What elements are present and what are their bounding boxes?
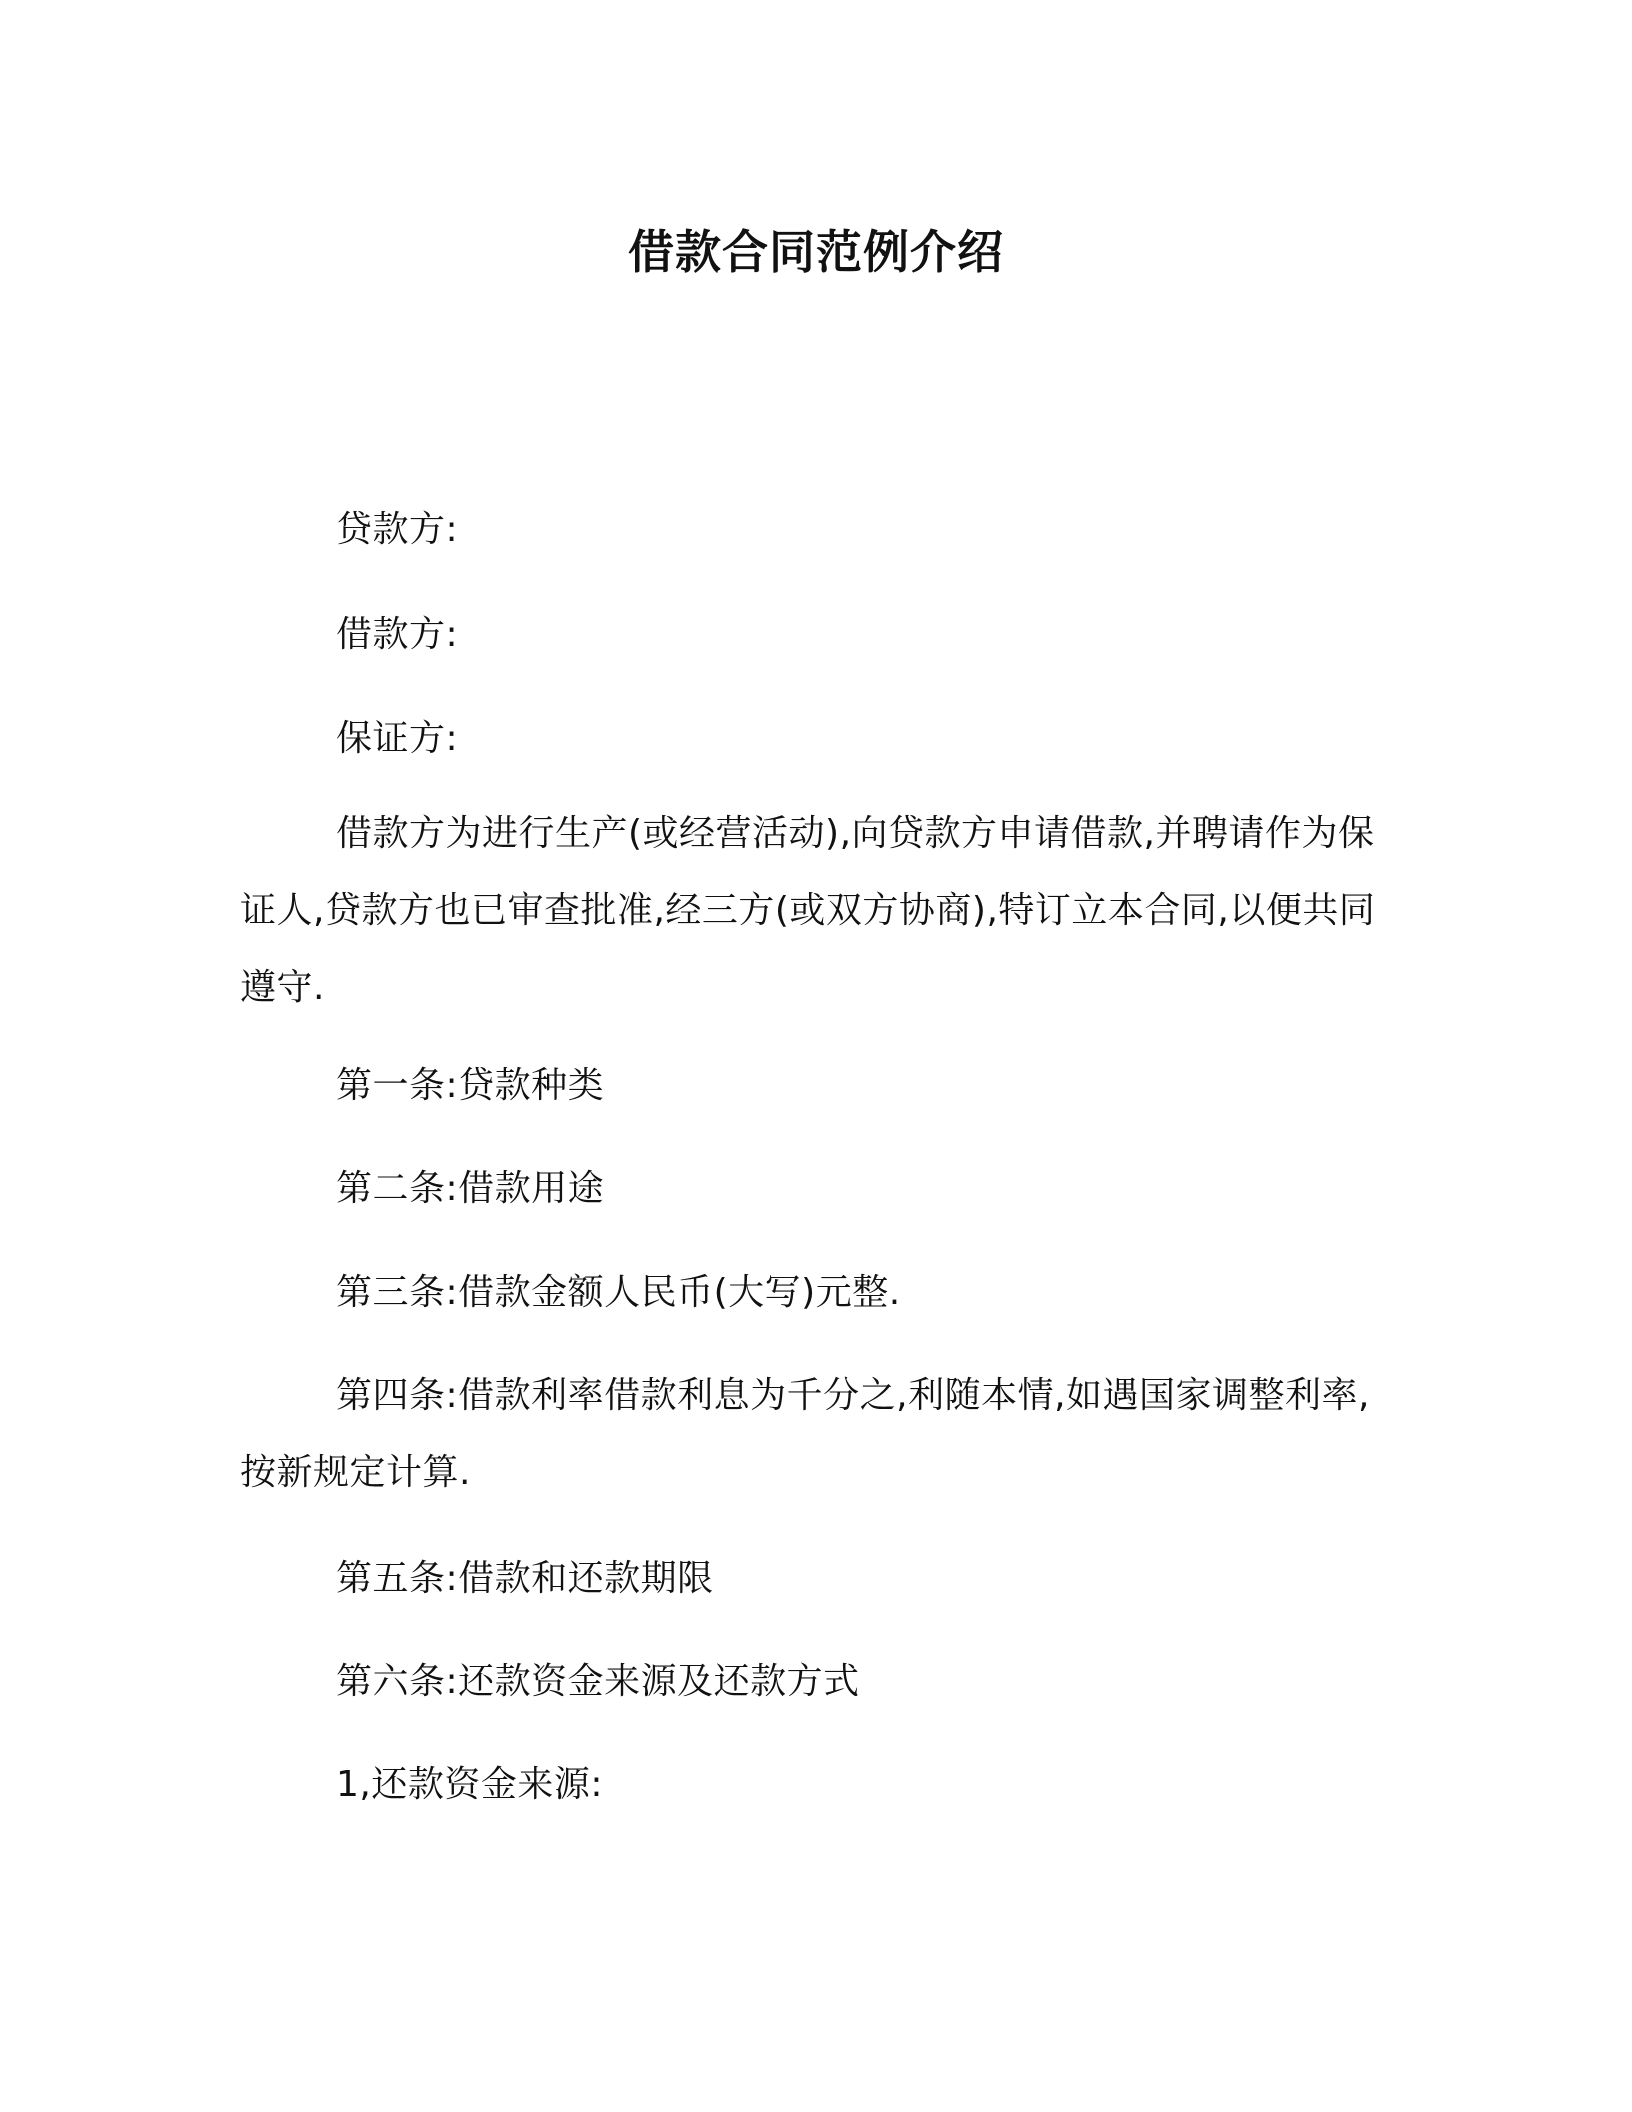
repayment-source-item: 1,还款资金来源: xyxy=(336,1764,603,1805)
article-2: 第二条:借款用途 xyxy=(336,1168,605,1209)
lender-line: 贷款方: xyxy=(336,509,459,550)
article-3: 第三条:借款金额人民币(大写)元整. xyxy=(336,1272,901,1313)
document-title: 借款合同范例介绍 xyxy=(628,225,1004,279)
preamble-paragraph: 借款方为进行生产(或经营活动),向贷款方申请借款,并聘请作为保证人,贷款方也已审查批准,经三方(或双方协商),特订立本合同,以便共同遵守. xyxy=(240,813,1376,1008)
borrower-line: 借款方: xyxy=(336,614,459,655)
article-6: 第六条:还款资金来源及还款方式 xyxy=(336,1661,860,1702)
guarantor-line: 保证方: xyxy=(336,718,459,759)
article-5: 第五条:借款和还款期限 xyxy=(336,1558,714,1599)
article-1: 第一条:贷款种类 xyxy=(336,1065,605,1106)
article-4: 第四条:借款利率借款利息为千分之,利随本情,如遇国家调整利率,按新规定计算. xyxy=(240,1375,1370,1493)
